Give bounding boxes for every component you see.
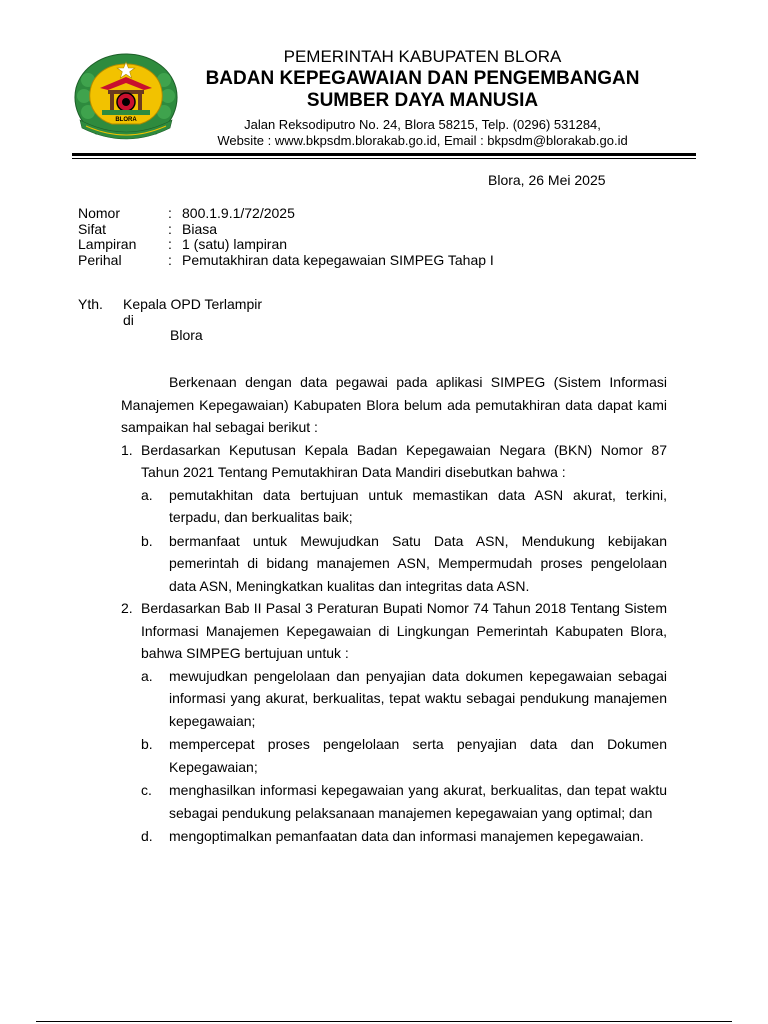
point-1 bbox=[121, 439, 667, 484]
government-name: PEMERINTAH KABUPATEN BLORA bbox=[283, 47, 562, 66]
meta-value: Pemutakhiran data kepegawaian SIMPEG Tahap I bbox=[182, 251, 494, 268]
intro-paragraph: Berkenaan dengan data pegawai pada aplikasi SIMPEG (Sistem Informasi Manajemen Kepegawaian) Kabupaten Blora belum ada pemutakhiran data dapat kami sampaikan hal sebagai berikut : bbox=[121, 374, 667, 435]
meta-row-nomor bbox=[78, 206, 494, 222]
agency-name-line2: SUMBER DAYA MANUSIA bbox=[306, 90, 539, 111]
item-letter: b. bbox=[141, 532, 153, 549]
letterhead bbox=[190, 46, 655, 149]
meta-colon: : bbox=[168, 236, 172, 252]
letter-meta bbox=[78, 206, 494, 268]
item-letter: c. bbox=[141, 782, 152, 798]
meta-colon: : bbox=[168, 205, 172, 221]
point-2-item-a bbox=[121, 665, 667, 733]
meta-colon: : bbox=[168, 251, 172, 268]
meta-value: Biasa bbox=[182, 220, 218, 237]
meta-key: Sifat bbox=[78, 220, 107, 237]
letter-body bbox=[121, 371, 667, 848]
emblem-text: BLORA bbox=[115, 117, 137, 123]
point-number: 2. bbox=[121, 600, 133, 616]
letter-date: Blora, 26 Mei 2025 bbox=[488, 172, 606, 188]
item-text: mewujudkan pengelolaan dan penyajian data dokumen kepegawaian sebagai informasi yang akurat, berkualitas, tepat waktu sebagai pendukung manajemen kepegawaian; bbox=[169, 667, 667, 729]
point-text: Berdasarkan Keputusan Kepala Badan Kepegawaian Negara (BKN) Nomor 87 Tahun 2021 Tentang Pemutakhiran Data Mandiri disebutkan bahwa : bbox=[141, 441, 667, 480]
item-letter: d. bbox=[141, 828, 153, 844]
meta-value: 1 (satu) lampiran bbox=[182, 236, 288, 252]
point-text: Berdasarkan Bab II Pasal 3 Peraturan Bupati Nomor 74 Tahun 2018 Tentang Sistem Informasi Manajemen Kepegawaian di Lingkungan Pemerintah Kabupaten Blora, bahwa SIMPEG bertujuan untuk : bbox=[141, 600, 667, 661]
meta-key: Perihal bbox=[78, 251, 122, 268]
meta-row-perihal bbox=[78, 253, 494, 269]
meta-colon: : bbox=[168, 220, 172, 237]
agency-name-line1: BADAN KEPEGAWAIAN DAN PENGEMBANGAN bbox=[205, 68, 640, 89]
meta-row-lampiran bbox=[78, 237, 494, 253]
agency-contact: Website : www.bkpsdm.blorakab.go.id, Email : bkpsdm@blorakab.go.id bbox=[217, 133, 628, 148]
meta-key: Lampiran bbox=[78, 236, 137, 252]
point-2-item-b bbox=[121, 733, 667, 778]
item-text: mengoptimalkan pemanfaatan data dan informasi manajemen kepegawaian. bbox=[169, 828, 644, 844]
page-bottom-edge bbox=[36, 1021, 732, 1022]
addressee-di: di bbox=[123, 312, 134, 328]
meta-key: Nomor bbox=[78, 205, 121, 221]
item-letter: a. bbox=[141, 667, 153, 684]
blora-regency-emblem bbox=[70, 50, 182, 142]
addressee-place: Blora bbox=[170, 327, 203, 343]
meta-row-sifat bbox=[78, 222, 494, 238]
point-number: 1. bbox=[121, 441, 133, 458]
item-letter: b. bbox=[141, 736, 153, 752]
point-2 bbox=[121, 597, 667, 665]
addressee-label: Yth. bbox=[78, 296, 103, 312]
item-text: bermanfaat untuk Mewujudkan Satu Data ASN, Mendukung kebijakan pemerintah di bidang manajemen ASN, Mempermudah proses pengelolaan data ASN, Meningkatkan kualitas dan integritas data ASN. bbox=[169, 532, 667, 594]
point-1-item-b bbox=[121, 530, 667, 598]
point-2-item-d bbox=[121, 825, 667, 848]
addressee-recipient: Kepala OPD Terlampir bbox=[123, 296, 263, 312]
letterhead-rule-thick bbox=[72, 153, 696, 156]
meta-value: 800.1.9.1/72/2025 bbox=[182, 205, 295, 221]
letterhead-rule-thin bbox=[72, 158, 696, 159]
item-letter: a. bbox=[141, 486, 153, 503]
point-2-item-c bbox=[121, 779, 667, 824]
point-1-item-a bbox=[121, 484, 667, 529]
agency-address: Jalan Reksodiputro No. 24, Blora 58215, Telp. (0296) 531284, bbox=[244, 117, 601, 132]
item-text: mempercepat proses pengelolaan serta penyajian data dan Dokumen Kepegawaian; bbox=[169, 736, 667, 775]
item-text: pemutakhitan data bertujuan untuk memastikan data ASN akurat, terkini, terpadu, dan berkualitas baik; bbox=[169, 486, 667, 525]
item-text: menghasilkan informasi kepegawaian yang akurat, berkualitas, dan tepat waktu sebagai pendukung pelaksanaan manajemen kepegawaian yang optimal; dan bbox=[169, 782, 667, 821]
